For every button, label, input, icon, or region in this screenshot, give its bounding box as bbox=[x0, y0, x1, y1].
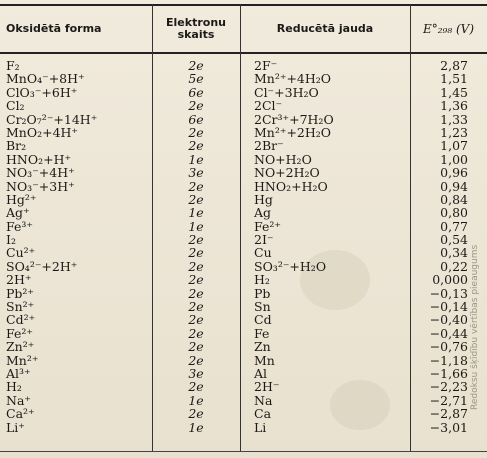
table-row bbox=[0, 313, 487, 326]
table-row bbox=[0, 139, 487, 152]
oxidized-form-cell: F₂ bbox=[6, 58, 20, 73]
oxidized-form-cell: 2H⁺ bbox=[6, 272, 32, 288]
table-row bbox=[0, 273, 487, 286]
electron-count-cell: 2e bbox=[188, 379, 204, 395]
oxidized-form-cell: SO₄²⁻+2H⁺ bbox=[6, 258, 78, 274]
reduced-form-cell: Li bbox=[254, 419, 267, 435]
reduced-form-cell: Ca bbox=[254, 406, 272, 422]
oxidized-form-cell: Cu²⁺ bbox=[6, 245, 36, 261]
oxidized-form-cell: Cr₂O₇²⁻+14H⁺ bbox=[6, 111, 98, 127]
oxidized-form-cell: Mn²⁺ bbox=[6, 352, 39, 368]
reduced-form-cell: Cl⁻+3H₂O bbox=[254, 84, 319, 100]
table-row bbox=[0, 220, 487, 233]
table-row bbox=[0, 407, 487, 420]
reduced-form-cell: Mn²⁺+2H₂O bbox=[254, 124, 332, 140]
potential-cell: 1,07 bbox=[440, 138, 468, 154]
header-reduced-form: Reducētā jauda bbox=[276, 22, 374, 35]
electron-count-cell: 2e bbox=[188, 232, 204, 248]
potential-cell: −0,14 bbox=[429, 299, 468, 315]
potential-cell: 1,36 bbox=[440, 98, 468, 114]
table-row bbox=[0, 260, 487, 273]
reduced-form-cell: 2F⁻ bbox=[254, 58, 278, 73]
reduced-form-cell: SO₃²⁻+H₂O bbox=[254, 258, 327, 274]
table-bottom-rule bbox=[0, 451, 487, 452]
reduced-form-cell: 2Cr³⁺+7H₂O bbox=[254, 111, 334, 127]
reduced-form-cell: HNO₂+H₂O bbox=[254, 178, 328, 194]
table-row bbox=[0, 340, 487, 353]
vertical-side-note: Redoksu šķīdību vērtības pieaugums bbox=[470, 244, 480, 410]
oxidized-form-cell: ClO₃⁻+6H⁺ bbox=[6, 84, 78, 100]
oxidized-form-cell: MnO₂+4H⁺ bbox=[6, 124, 79, 140]
table-row bbox=[0, 327, 487, 340]
potential-cell: 0,94 bbox=[440, 178, 468, 194]
electron-count-cell: 2e bbox=[188, 124, 204, 140]
oxidized-form-cell: H₂ bbox=[6, 379, 22, 395]
electron-count-cell: 3e bbox=[188, 165, 204, 181]
oxidized-form-cell: I₂ bbox=[6, 232, 16, 248]
reduced-form-cell: Sn bbox=[254, 299, 271, 315]
potential-cell: 0,96 bbox=[440, 165, 468, 181]
electron-count-cell: 2e bbox=[188, 272, 204, 288]
table-row bbox=[0, 193, 487, 206]
reduced-form-cell: Pb bbox=[254, 285, 271, 301]
oxidized-form-cell: Cl₂ bbox=[6, 98, 25, 114]
table-row bbox=[0, 59, 487, 72]
oxidized-form-cell: Fe²⁺ bbox=[6, 325, 33, 341]
table-header bbox=[0, 4, 487, 54]
reduced-form-cell: Cu bbox=[254, 245, 272, 261]
electron-count-cell: 3e bbox=[188, 365, 204, 381]
oxidized-form-cell: Li⁺ bbox=[6, 419, 25, 435]
table-row bbox=[0, 367, 487, 380]
electron-count-cell: 2e bbox=[188, 352, 204, 368]
reduced-form-cell: Cd bbox=[254, 312, 272, 328]
reduced-form-cell: NO+2H₂O bbox=[254, 165, 320, 181]
oxidized-form-cell: Pb²⁺ bbox=[6, 285, 35, 301]
electron-count-cell: 2e bbox=[188, 98, 204, 114]
table-row bbox=[0, 300, 487, 313]
header-standard-potential: E°₂₉₈ (V) bbox=[422, 22, 475, 36]
electron-count-cell: 6e bbox=[188, 111, 204, 127]
electron-count-cell: 2e bbox=[188, 191, 204, 207]
table-row bbox=[0, 72, 487, 85]
table-row bbox=[0, 233, 487, 246]
table-row bbox=[0, 394, 487, 407]
table-row bbox=[0, 380, 487, 393]
reduced-form-cell: Fe bbox=[254, 325, 270, 341]
oxidized-form-cell: HNO₂+H⁺ bbox=[6, 151, 72, 167]
oxidized-form-cell: Hg²⁺ bbox=[6, 191, 37, 207]
potential-cell: 0,000 bbox=[432, 272, 468, 288]
oxidized-form-cell: Sn²⁺ bbox=[6, 299, 35, 315]
oxidized-form-cell: NO₃⁻+4H⁺ bbox=[6, 165, 75, 181]
header-oxidized-form: Oksidētā forma bbox=[6, 22, 102, 35]
oxidized-form-cell: NO₃⁻+3H⁺ bbox=[6, 178, 75, 194]
potential-cell: −3,01 bbox=[429, 419, 468, 435]
header-electron-count-line1: Elektronu bbox=[166, 16, 226, 29]
electron-count-cell: 1e bbox=[188, 205, 204, 221]
electron-count-cell: 1e bbox=[188, 218, 204, 234]
table-row bbox=[0, 126, 487, 139]
redox-potential-table bbox=[0, 4, 487, 452]
electron-count-cell: 2e bbox=[188, 299, 204, 315]
potential-cell: 2,87 bbox=[440, 58, 468, 73]
potential-cell: −2,71 bbox=[429, 392, 468, 408]
oxidized-form-cell: Ca²⁺ bbox=[6, 406, 35, 422]
table-row bbox=[0, 421, 487, 434]
reduced-form-cell: 2H⁻ bbox=[254, 379, 280, 395]
reduced-form-cell: H₂ bbox=[254, 272, 270, 288]
table-row bbox=[0, 180, 487, 193]
electron-count-cell: 6e bbox=[188, 84, 204, 100]
potential-cell: −2,23 bbox=[429, 379, 468, 395]
potential-cell: 1,00 bbox=[440, 151, 468, 167]
table-row bbox=[0, 86, 487, 99]
potential-cell: 1,45 bbox=[440, 84, 468, 100]
electron-count-cell: 1e bbox=[188, 151, 204, 167]
reduced-form-cell: Na bbox=[254, 392, 273, 408]
oxidized-form-cell: Br₂ bbox=[6, 138, 27, 154]
reduced-form-cell: Hg bbox=[254, 191, 273, 207]
table-row bbox=[0, 354, 487, 367]
oxidized-form-cell: Na⁺ bbox=[6, 392, 31, 408]
reduced-form-cell: NO+H₂O bbox=[254, 151, 312, 167]
electron-count-cell: 2e bbox=[188, 138, 204, 154]
reduced-form-cell: Zn bbox=[254, 339, 271, 355]
potential-cell: −0,13 bbox=[429, 285, 468, 301]
reduced-form-cell: Mn²⁺+4H₂O bbox=[254, 71, 332, 87]
table-row bbox=[0, 166, 487, 179]
reduced-form-cell: 2I⁻ bbox=[254, 232, 274, 248]
electron-count-cell: 2e bbox=[188, 245, 204, 261]
potential-cell: 0,77 bbox=[440, 218, 468, 234]
table-row bbox=[0, 153, 487, 166]
table-row bbox=[0, 246, 487, 259]
oxidized-form-cell: Al³⁺ bbox=[6, 365, 31, 381]
potential-cell: 0,80 bbox=[440, 205, 468, 221]
reduced-form-cell: Mn bbox=[254, 352, 275, 368]
potential-cell: 0,22 bbox=[440, 258, 468, 274]
electron-count-cell: 5e bbox=[188, 71, 204, 87]
electron-count-cell: 2e bbox=[188, 325, 204, 341]
potential-cell: −0,76 bbox=[429, 339, 468, 355]
table-row bbox=[0, 99, 487, 112]
potential-cell: 1,51 bbox=[440, 71, 468, 87]
electron-count-cell: 1e bbox=[188, 419, 204, 435]
potential-cell: 1,23 bbox=[440, 124, 468, 140]
potential-cell: −0,44 bbox=[429, 325, 468, 341]
reduced-form-cell: 2Cl⁻ bbox=[254, 98, 283, 114]
oxidized-form-cell: Cd²⁺ bbox=[6, 312, 36, 328]
oxidized-form-cell: Ag⁺ bbox=[6, 205, 30, 221]
oxidized-form-cell: Fe³⁺ bbox=[6, 218, 33, 234]
electron-count-cell: 2e bbox=[188, 339, 204, 355]
potential-cell: 0,54 bbox=[440, 232, 468, 248]
table-row bbox=[0, 287, 487, 300]
table-row bbox=[0, 113, 487, 126]
potential-cell: −1,18 bbox=[429, 352, 468, 368]
potential-cell: 0,84 bbox=[440, 191, 468, 207]
header-electron-count-line2: skaits bbox=[177, 28, 215, 41]
reduced-form-cell: Ag bbox=[254, 205, 272, 221]
electron-count-cell: 2e bbox=[188, 58, 204, 73]
potential-cell: −2,87 bbox=[429, 406, 468, 422]
header-electron-count bbox=[152, 6, 240, 52]
potential-cell: 1,33 bbox=[440, 111, 468, 127]
electron-count-cell: 2e bbox=[188, 285, 204, 301]
electron-count-cell: 2e bbox=[188, 178, 204, 194]
oxidized-form-cell: MnO₄⁻+8H⁺ bbox=[6, 71, 85, 87]
electron-count-cell: 2e bbox=[188, 312, 204, 328]
table-row bbox=[0, 206, 487, 219]
table-body bbox=[0, 59, 487, 434]
potential-cell: −0,40 bbox=[429, 312, 468, 328]
electron-count-cell: 2e bbox=[188, 258, 204, 274]
potential-cell: 0,34 bbox=[440, 245, 468, 261]
potential-cell: −1,66 bbox=[429, 365, 468, 381]
electron-count-cell: 2e bbox=[188, 406, 204, 422]
reduced-form-cell: 2Br⁻ bbox=[254, 138, 284, 154]
electron-count-cell: 1e bbox=[188, 392, 204, 408]
oxidized-form-cell: Zn²⁺ bbox=[6, 339, 35, 355]
reduced-form-cell: Fe²⁺ bbox=[254, 218, 281, 234]
reduced-form-cell: Al bbox=[254, 365, 268, 381]
